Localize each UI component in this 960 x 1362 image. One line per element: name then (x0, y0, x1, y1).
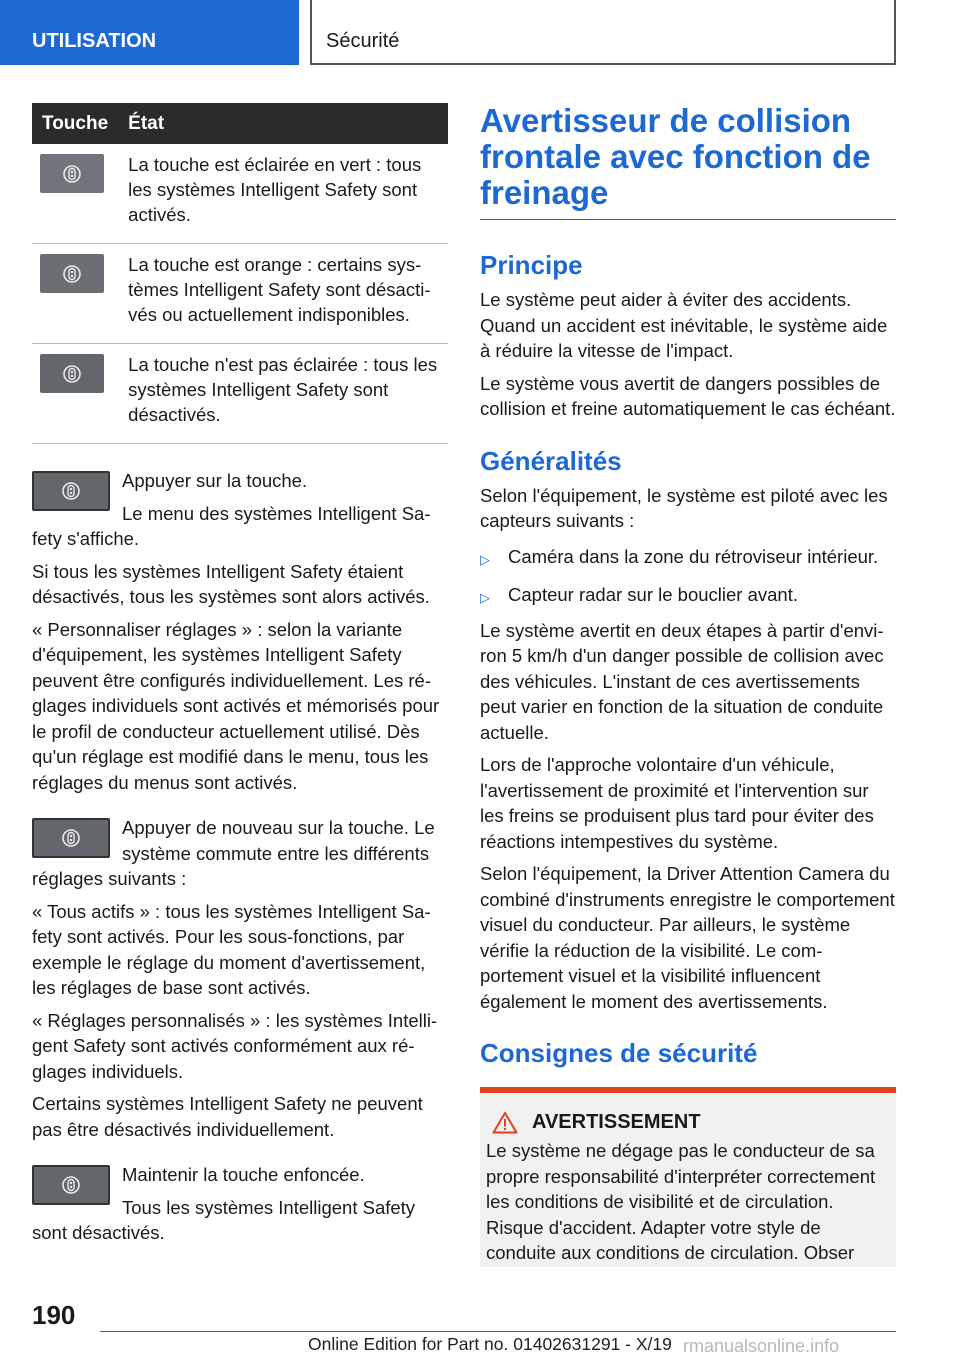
paragraph: Selon l'équipement, la Driver Attention Camera du combiné d'instruments enregistre le comportement visuel du conducteur. Par ailleurs, le système vérifie la réduction de la visibilité. Le comportement visuel et la visibilité influencent également le moment des avertissements. (480, 863, 895, 1012)
section-title: Avertisseur de collision frontale avec fonction de freinage (480, 103, 896, 220)
page-number: 190 (32, 1300, 76, 1330)
intelligent-safety-button-icon (32, 818, 110, 858)
footer-edition: Online Edition for Part no. 01402631291 - X/19 (308, 1334, 672, 1354)
triangle-bullet-icon: ▷ (480, 589, 490, 605)
paragraph: « Réglages personnalisés » : les systèmes Intelligent Safety sont activés conformément aux réglages individuels. (32, 1009, 438, 1082)
table-header-key: Touche (32, 103, 118, 144)
paragraph: Appuyer de nouveau sur la touche. Le système commute entre les différents réglages suivants : (32, 817, 435, 889)
instruction-press-button (32, 468, 448, 559)
paragraph: Appuyer sur la touche. (122, 470, 308, 491)
instruction-press-again (32, 815, 448, 899)
header-chapter: Sécurité (310, 0, 896, 65)
heading-principe: Principe (480, 250, 583, 280)
paragraph: Le système vous avertit de dangers possibles de collision et freine automatiquement le cas échéant. (480, 372, 896, 419)
paragraph: Si tous les systèmes Intelligent Safety étaient désactivés, tous les systèmes sont alors activés. (32, 560, 430, 607)
paragraph: Lors de l'approche volontaire d'un véhicule, l'avertissement de proximité et l'intervention sur les freins se produisent plus tard pour éviter des réactions intempestives du système. (480, 754, 874, 852)
intelligent-safety-button-orange-icon (40, 254, 104, 293)
table-row (32, 144, 448, 244)
table-cell-state: La touche est éclairée en vert : tous les systèmes Intelligent Safety sont activés. (118, 144, 448, 244)
footer-divider (100, 1331, 896, 1332)
heading-generalites: Généralités (480, 445, 622, 476)
paragraph: Maintenir la touche enfoncée. (122, 1164, 365, 1185)
left-column (32, 103, 448, 1253)
intelligent-safety-button-icon (32, 1165, 110, 1205)
list-item: ▷ Caméra dans la zone du rétroviseur intérieur. (480, 544, 896, 572)
warning-triangle-icon (492, 1111, 518, 1134)
intelligent-safety-button-green-icon (40, 154, 104, 193)
button-state-table (32, 103, 448, 444)
triangle-bullet-icon: ▷ (480, 551, 490, 567)
watermark: rmanualsonline.info (683, 1336, 840, 1356)
paragraph: Tous les systèmes Intelligent Safety sont désactivés. (32, 1196, 416, 1243)
paragraph: Selon l'équipement, le système est piloté avec les capteurs suivants : (480, 484, 888, 531)
warning-title: AVERTISSEMENT (492, 1111, 890, 1134)
heading-consignes: Consignes de sécurité (480, 1038, 758, 1068)
paragraph: « Tous actifs » : tous les systèmes Intelligent Safety sont activés. Pour les sous-fonctions, par exemple le réglage du moment d'avertissement, les réglages de base sont activés. (32, 900, 431, 998)
warning-text: Le système ne dégage pas le conducteur de sa propre responsabilité d'interpréter correctement les conditions de visibilité et de circulation. Risque d'accident. Adapter votre style de conduite aux conditions de circulation. Obser (486, 1140, 876, 1263)
paragraph: « Personnaliser réglages » : selon la variante d'équipement, les systèmes Intelligent Safety peuvent être configurés individuellement. Les réglages individuels sont activés et mémorisés pour le profil de conducteur actuellement utilisé. Dès qu'un réglage est modifié dans le menu, tous les réglages du menus sont activés. (32, 618, 440, 793)
warning-box (480, 1087, 896, 1267)
table-row (32, 344, 448, 444)
intelligent-safety-button-off-icon (40, 354, 104, 393)
paragraph: Le système avertit en deux étapes à partir d'environ 5 km/h d'un danger possible de collision avec des véhicules. L'instant de ces avertissements peut varier en fonction de la situation de conduite actuelle. (480, 619, 884, 743)
table-header-state: État (118, 103, 448, 144)
table-cell-state: La touche n'est pas éclairée : tous les systèmes Intelligent Safety sont désactivés. (118, 344, 448, 444)
table-cell-state: La touche est orange : certains systèmes Intelligent Safety sont désactivés ou actuellement indisponibles. (118, 244, 448, 344)
instruction-hold-button (32, 1162, 448, 1253)
paragraph: Certains systèmes Intelligent Safety ne peuvent pas être désactivés individuellement. (32, 1093, 423, 1140)
intelligent-safety-button-icon (32, 471, 110, 511)
header-section: UTILISATION (0, 0, 299, 65)
table-row (32, 244, 448, 344)
paragraph: Le menu des systèmes Intelligent Safety s'affiche. (32, 502, 431, 549)
list-item: ▷ Capteur radar sur le bouclier avant. (480, 582, 896, 610)
paragraph: Le système peut aider à éviter des accidents. Quand un accident est inévitable, le système aide à réduire la vitesse de l'impact. (480, 289, 888, 361)
right-column (480, 103, 896, 1267)
